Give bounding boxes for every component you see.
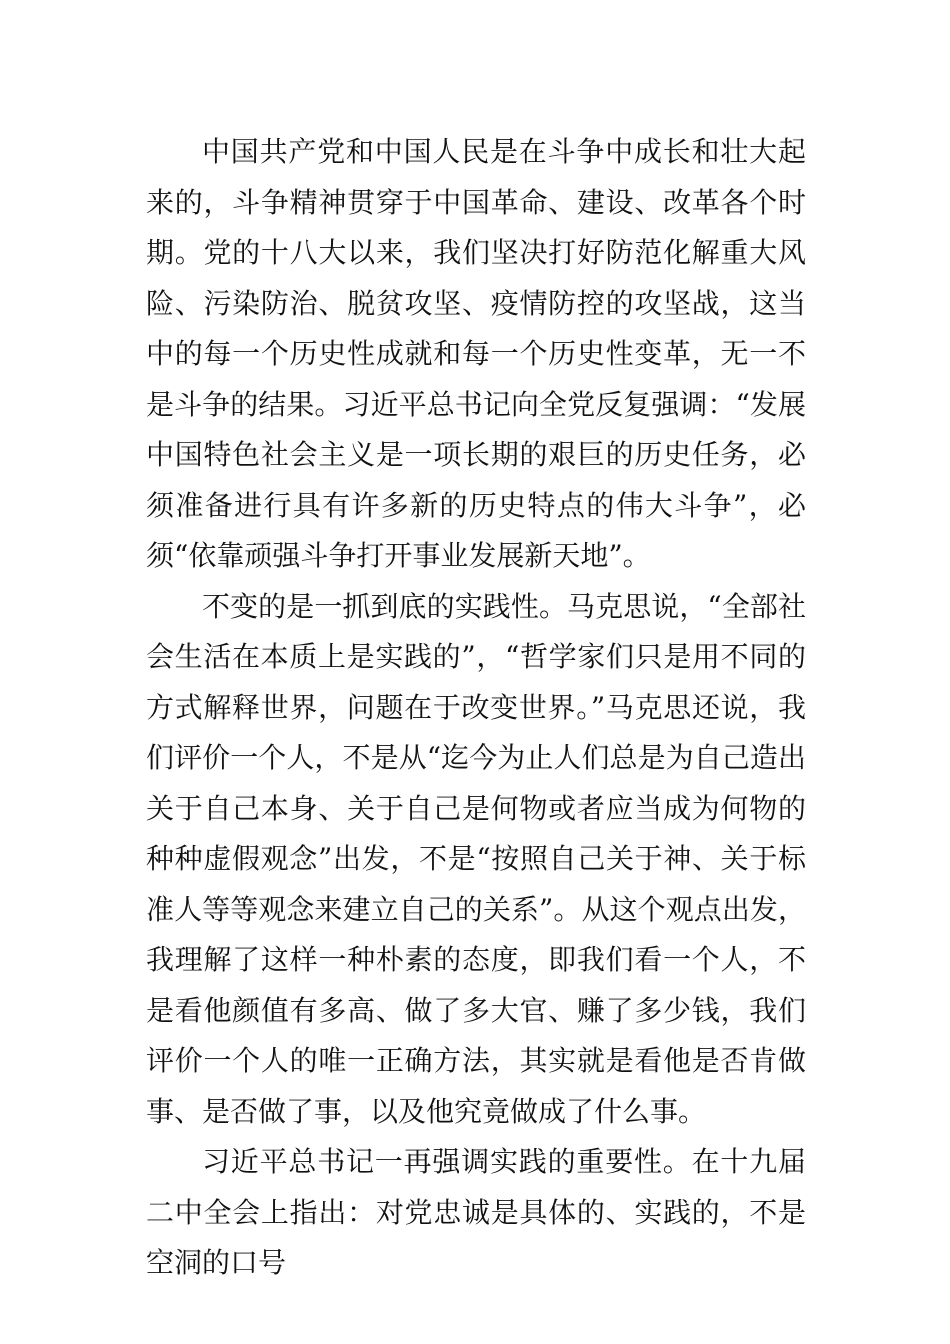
document-body [146, 127, 806, 1289]
paragraph-practicality: 不变的是一抓到底的实践性。马克思说，“全部社会生活在本质上是实践的”，“哲学家们只是用不同的方式解释世界，问题在于改变世界。”马克思还说，我们评价一个人，不是从“迄今为止人们总是为自己造出关于自己本身、关于自己是何物或者应当成为何物的种种虚假观念”出发，不是“按照自己关于神、关于标准人等等观念来建立自己的关系”。从这个观点出发，我理解了这样一种朴素的态度，即我们看一个人，不是看他颜值有多高、做了多大官、赚了多少钱，我们评价一个人的唯一正确方法，其实就是看他是否肯做事、是否做了事，以及他究竟做成了什么事。 [146, 589, 806, 1128]
paragraph-practice-importance: 习近平总书记一再强调实践的重要性。在十九届二中全会上指出：对党忠诚是具体的、实践的，不是空洞的口号 [146, 1145, 806, 1279]
paragraph-struggle-spirit: 中国共产党和中国人民是在斗争中成长和壮大起来的，斗争精神贯穿于中国革命、建设、改革各个时期。党的十八大以来，我们坚决打好防范化解重大风险、污染防治、脱贫攻坚、疫情防控的攻坚战，这当中的每一个历史性成就和每一个历史性变革，无一不是斗争的结果。习近平总书记向全党反复强调：“发展中国特色社会主义是一项长期的艰巨的历史任务，必须准备进行具有许多新的历史特点的伟大斗争”，必须“依靠顽强斗争打开事业发展新天地”。 [146, 135, 806, 572]
